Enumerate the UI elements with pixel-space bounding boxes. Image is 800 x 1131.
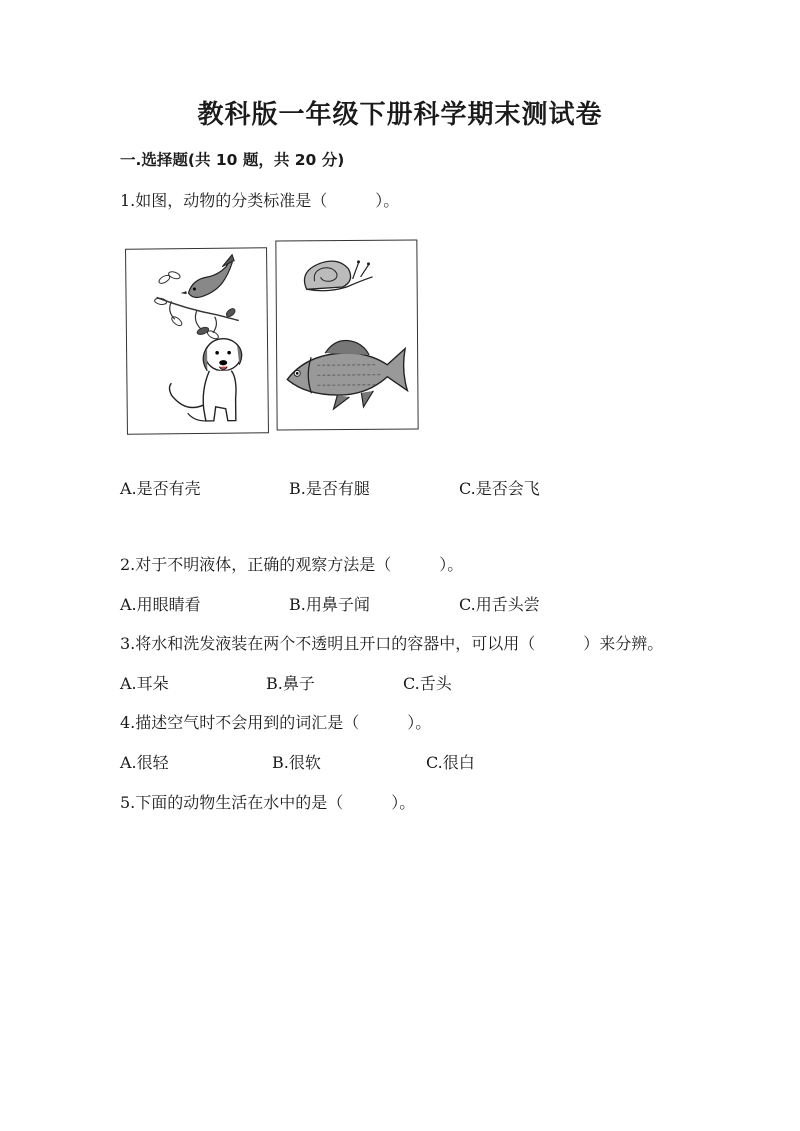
question-3-option-a[interactable]: A.耳朵 <box>120 674 169 693</box>
question-1-stem: 1.如图，动物的分类标准是（ ）。 <box>120 191 400 210</box>
snail-icon <box>304 260 372 291</box>
question-4-option-b[interactable]: B.很软 <box>272 753 321 772</box>
dog-icon <box>169 339 242 422</box>
question-3-option-c[interactable]: C.舌头 <box>403 674 452 693</box>
question-1-option-a[interactable]: A.是否有壳 <box>120 479 201 498</box>
question-5-stem: 5.下面的动物生活在水中的是（ ）。 <box>120 793 416 812</box>
figure-left-panel <box>125 247 269 434</box>
section-heading: 一.选择题(共 10 题，共 20 分) <box>120 151 345 169</box>
question-1-option-c[interactable]: C.是否会飞 <box>459 479 540 498</box>
question-1-figure <box>126 240 418 436</box>
question-1-option-b[interactable]: B.是否有腿 <box>289 479 370 498</box>
bird-on-branch-icon <box>126 248 268 433</box>
figure-right-panel <box>275 240 418 431</box>
fish-icon <box>287 340 407 409</box>
question-2-option-c[interactable]: C.用舌头尝 <box>459 595 540 614</box>
question-4-option-c[interactable]: C.很白 <box>426 753 475 772</box>
question-4-option-a[interactable]: A.很轻 <box>120 753 169 772</box>
question-2-option-b[interactable]: B.用鼻子闻 <box>289 595 370 614</box>
question-2-option-a[interactable]: A.用眼睛看 <box>120 595 201 614</box>
question-3-option-b[interactable]: B.鼻子 <box>266 674 315 693</box>
question-2-stem: 2.对于不明液体，正确的观察方法是（ ）。 <box>120 555 464 574</box>
question-4-stem: 4.描述空气时不会用到的词汇是（ ）。 <box>120 713 432 732</box>
question-3-stem: 3.将水和洗发液装在两个不透明且开口的容器中，可以用（ ）来分辨。 <box>120 634 664 653</box>
page-title: 教科版一年级下册科学期末测试卷 <box>197 100 603 130</box>
